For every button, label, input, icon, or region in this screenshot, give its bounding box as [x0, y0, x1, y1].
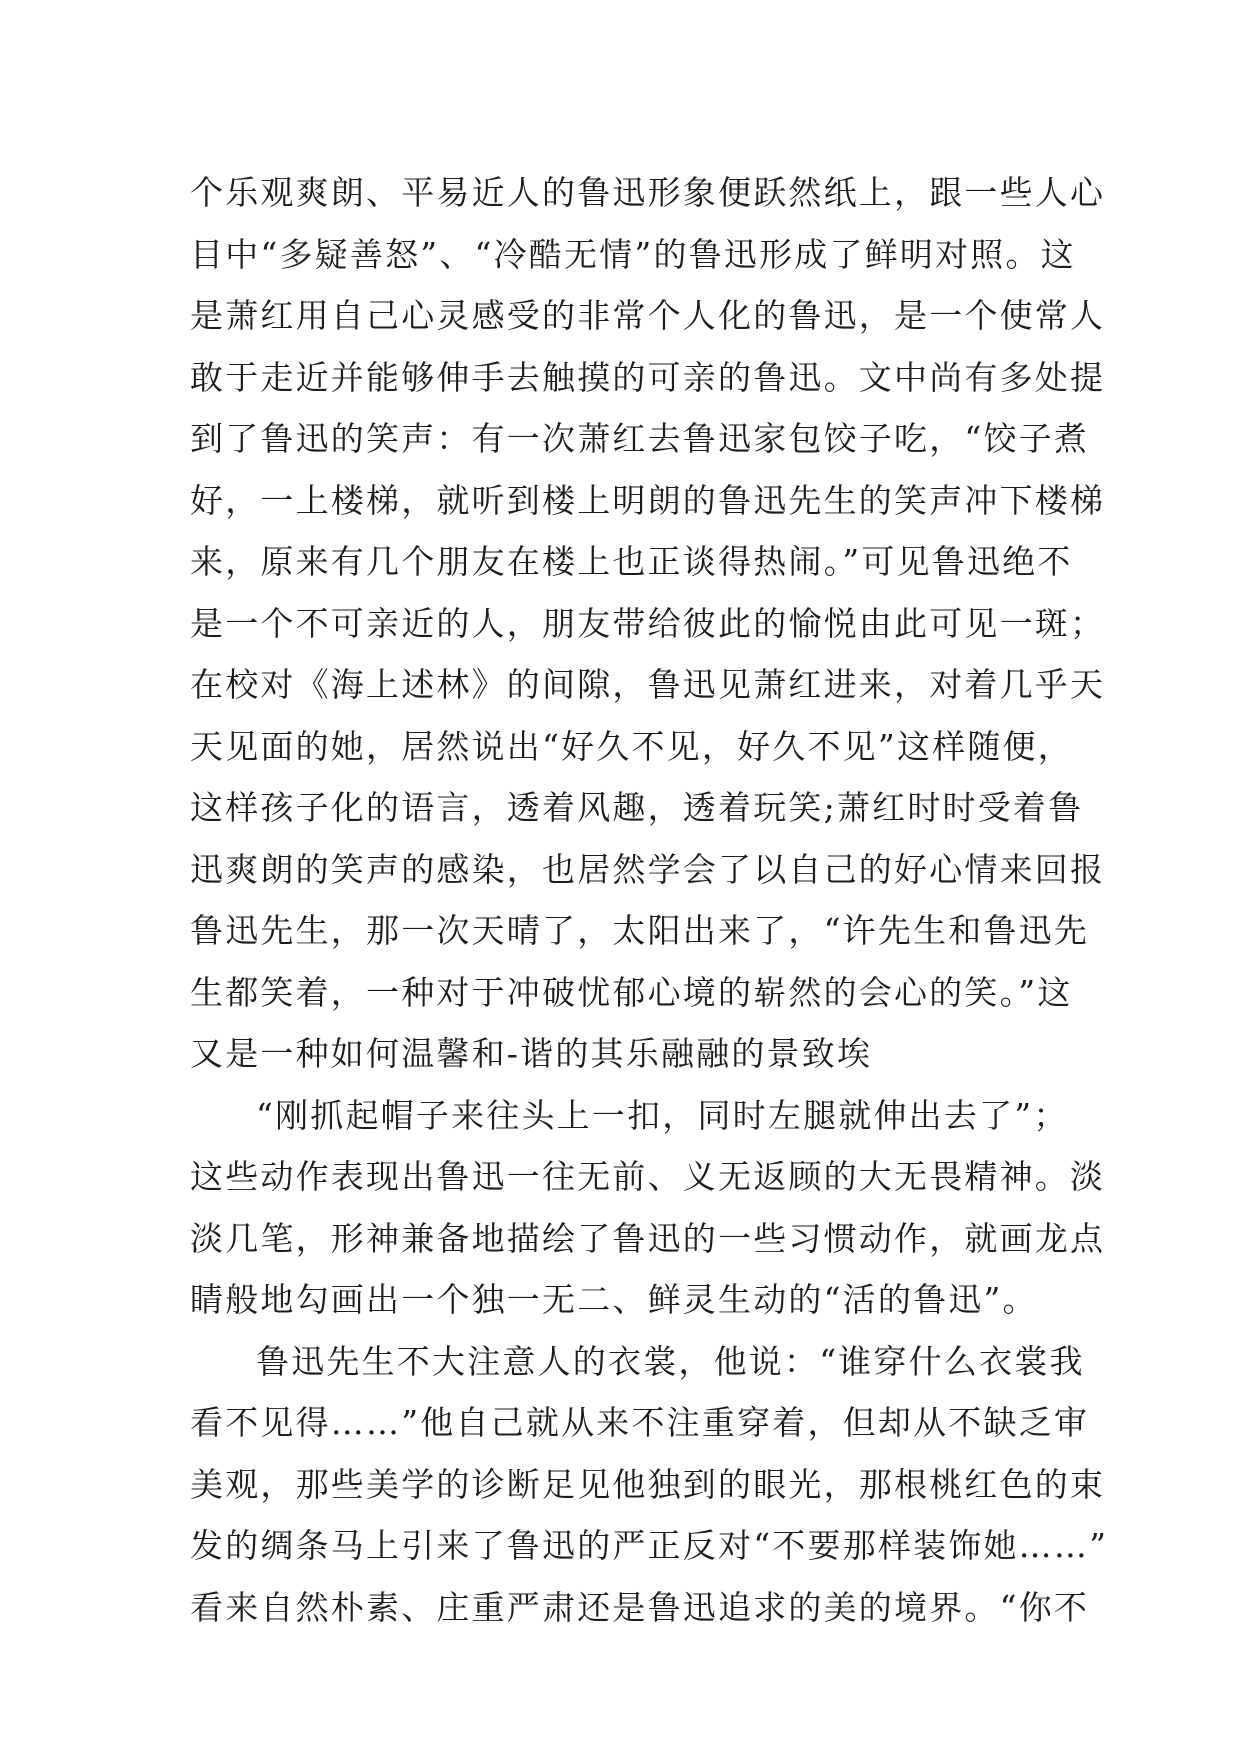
text-line: 美观，那些美学的诊断足见他独到的眼光，那根桃红色的束: [190, 1464, 1106, 1504]
text-line: 生都笑着，一种对于冲破忧郁心境的崭然的会心的笑。”这: [190, 972, 1073, 1012]
text-line: 敢于走近并能够伸手去触摸的可亲的鲁迅。文中尚有多处提: [190, 357, 1106, 397]
text-line: 看来自然朴素、庄重严肃还是鲁迅追求的美的境界。“你不: [190, 1587, 1090, 1627]
text-line: 迅爽朗的笑声的感染，也居然学会了以自己的好心情来回报: [190, 849, 1106, 889]
text-line: 到了鲁迅的笑声：有一次萧红去鲁迅家包饺子吃，“饺子煮: [190, 419, 1090, 458]
text-line: 发的绸条马上引来了鲁迅的严正反对“不要那样装饰她……”: [190, 1526, 1109, 1565]
text-line: “刚抓起帽子来往头上一扣，同时左腿就伸出去了”；: [256, 1095, 1069, 1135]
text-line: 鲁迅先生不大注意人的衣裳，他说：“谁穿什么衣裳我: [256, 1341, 1085, 1381]
text-line: 目中“多疑善怒”、“冷酷无情”的鲁迅形成了鲜明对照。这: [190, 234, 1076, 274]
text-line: 这些动作表现出鲁迅一往无前、义无返顾的大无畏精神。淡: [190, 1157, 1106, 1196]
text-line: 是一个不可亲近的人，朋友带给彼此的愉悦由此可见一斑；: [190, 603, 1106, 643]
text-line: 这样孩子化的语言，透着风趣，透着玩笑;萧红时时受着鲁: [190, 788, 1084, 827]
text-line: 看不见得……”他自己就从来不注重穿着，但却从不缺乏审: [190, 1403, 1090, 1442]
text-line: 淡几笔，形神兼备地描绘了鲁迅的一些习惯动作，就画龙点: [190, 1218, 1106, 1258]
text-line: 睛般地勾画出一个独一无二、鲜灵生动的“活的鲁迅”。: [190, 1280, 1038, 1319]
text-line: 好，一上楼梯，就听到楼上明朗的鲁迅先生的笑声冲下楼梯: [190, 480, 1106, 520]
text-line: 来，原来有几个朋友在楼上也正谈得热闹。”可见鲁迅绝不: [190, 542, 1073, 581]
text-line: 是萧红用自己心灵感受的非常个人化的鲁迅，是一个使常人: [190, 296, 1106, 335]
text-line: 个乐观爽朗、平易近人的鲁迅形象便跃然纸上，跟一些人心: [190, 173, 1106, 212]
text-line: 又是一种如何温馨和-谐的其乐融融的景致埃: [190, 1034, 873, 1073]
text-line: 天见面的她，居然说出“好久不见，好久不见”这样随便，: [190, 726, 1073, 766]
text-line: 在校对《海上述林》的间隙，鲁迅见萧红进来，对着几乎天: [190, 665, 1106, 704]
text-line: 鲁迅先生，那一次天晴了，太阳出来了，“许先生和鲁迅先: [190, 911, 1090, 950]
body-text: [190, 162, 1109, 1638]
